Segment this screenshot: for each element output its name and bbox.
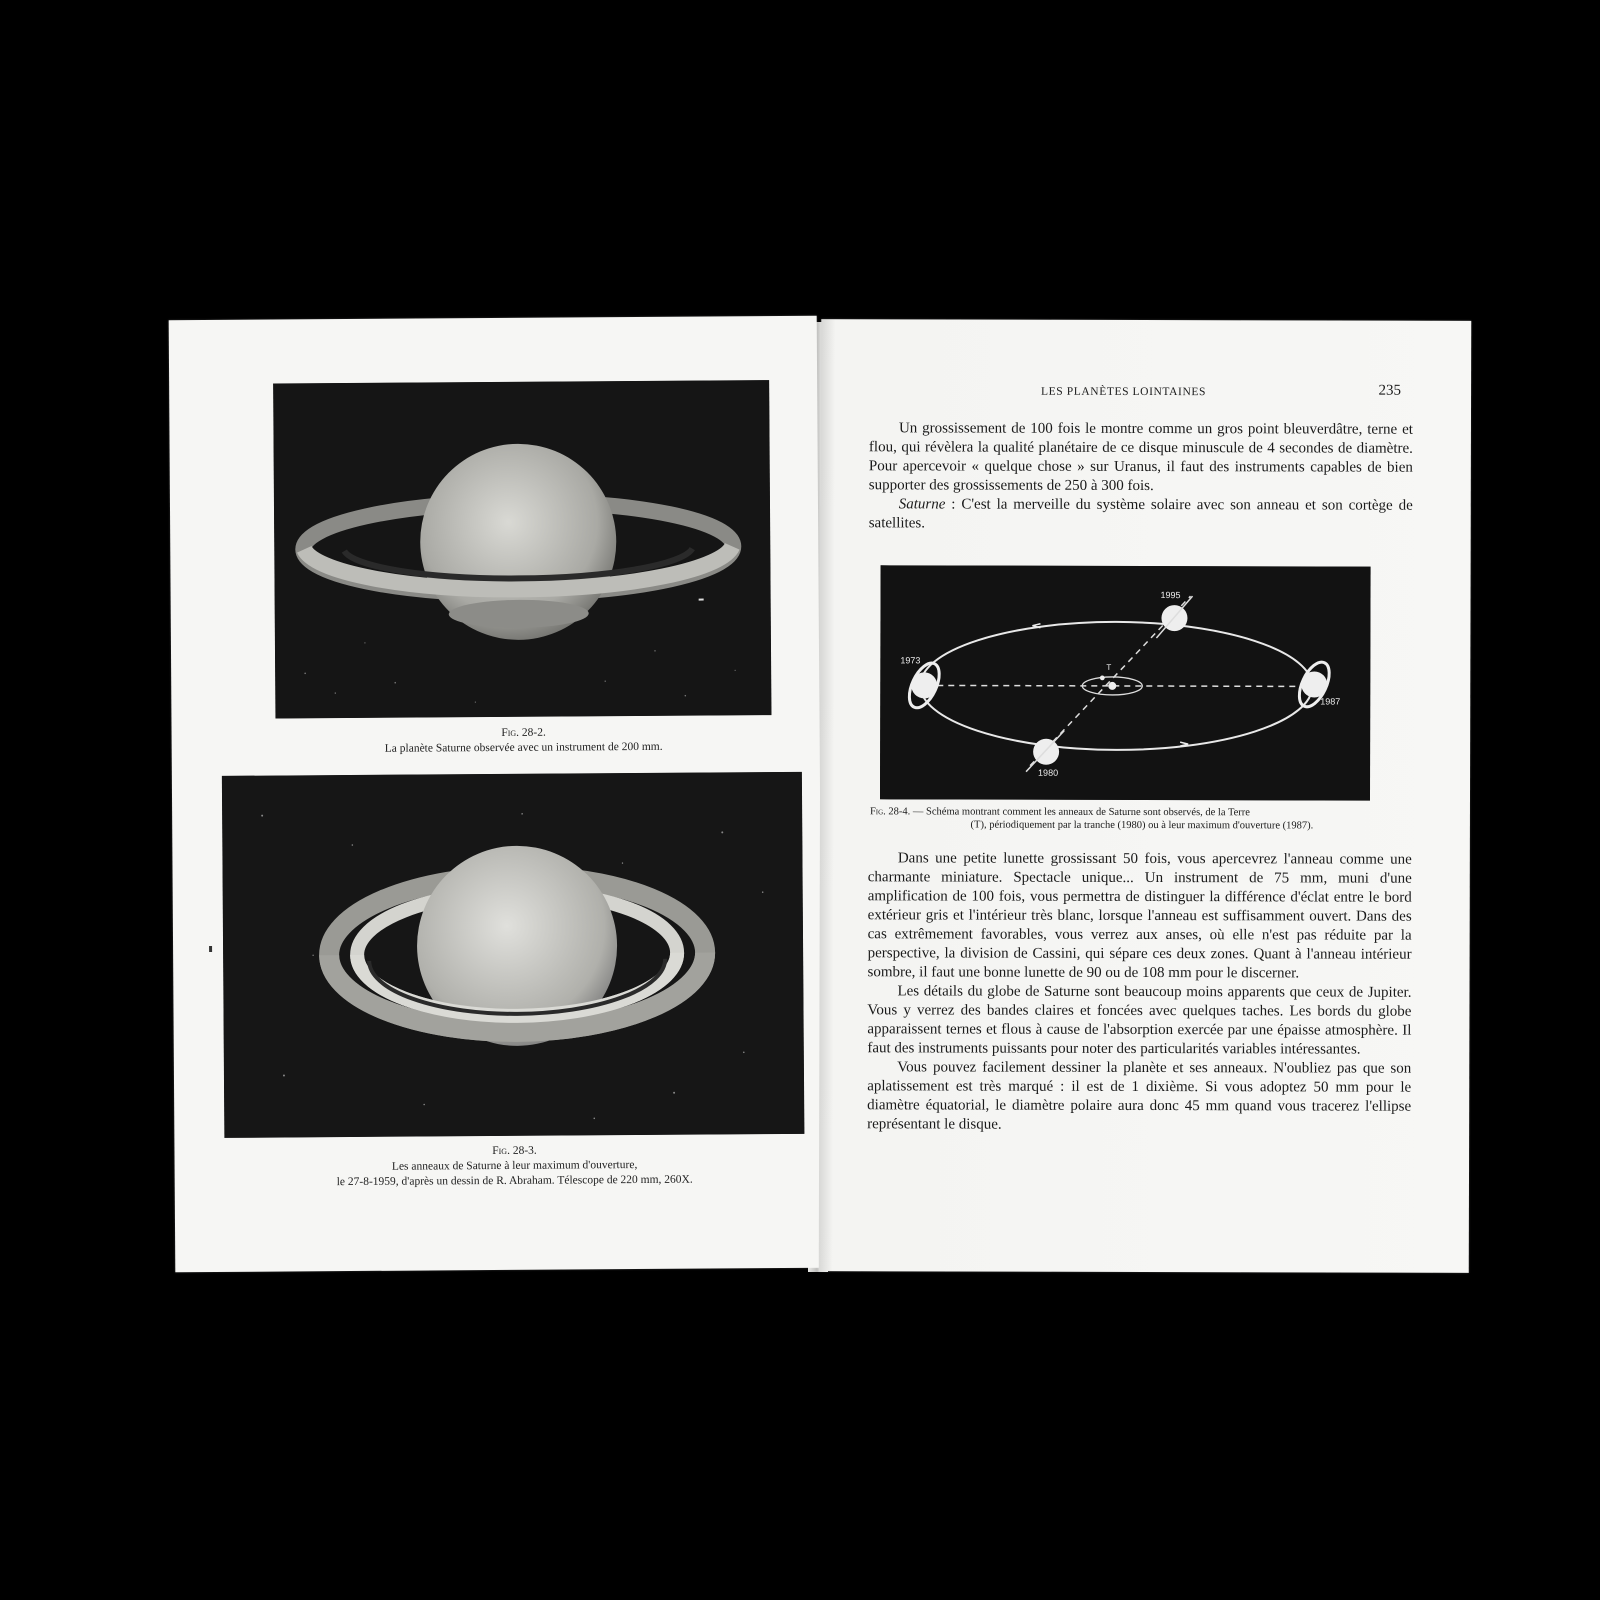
- fig-28-3-caption-line2: le 27-8-1959, d'après un dessin de R. Abraham. Télescope de 220 mm, 260X.: [336, 1173, 693, 1189]
- paragraph-uranus: Un grossissement de 100 fois le montre comme un gros point bleuverdâtre, terne et flou, qui révèlera la qualité planétaire de ce disque minuscule de 4 secondes de diamètre. Pour apercevoir « quelque chose » sur Uranus, il faut des instruments capables de bien supporter des grossissements de 250 à 300 fois.: [868, 420, 1413, 495]
- ring-orbit-diagram-svg: [880, 565, 1371, 800]
- fig-28-3-caption-line1: Les anneaux de Saturne à leur maximum d'ouverture,: [391, 1159, 638, 1173]
- year-1980-label: 1980: [1038, 767, 1059, 778]
- running-head: LES PLANÈTES LOINTAINES: [1041, 385, 1207, 399]
- body-text-top: [869, 419, 1413, 534]
- page-number: 235: [1378, 382, 1402, 399]
- year-1987-label: 1987: [1320, 696, 1341, 707]
- fig-28-2-caption-text: La planète Saturne observée avec un instrument de 200 mm.: [384, 740, 663, 755]
- fig-28-2-label: Fig. 28-2.: [501, 726, 546, 739]
- saturn-drawing-fig-28-3: [222, 772, 805, 1138]
- saturn-photo-fig-28-2: [273, 380, 771, 718]
- fig-28-4-caption-a: Schéma montrant comment les anneaux de Saturne sont observés, de la Terre: [923, 806, 1250, 819]
- fig-28-4-label: Fig. 28-4. —: [869, 806, 924, 818]
- fig-28-2-caption: [276, 724, 772, 757]
- paragraph-dessiner: Vous pouvez facilement dessiner la planète et ses anneaux. N'oubliez pas que son aplatissement est très marqué : il est de 1 dixième. Si vous adoptez 50 mm pour le diamètre équatorial, le diamètre polaire aura donc 45 mm quand vous tracerez l'ellipse représentant le disque.: [867, 1059, 1412, 1133]
- fig-28-4-caption-b: (T), périodiquement par la tranche (1980) ou à leur maximum d'ouverture (1987).: [970, 819, 1314, 832]
- fig-28-3-caption: [214, 1142, 814, 1191]
- saturne-label: Saturne: [898, 496, 946, 513]
- body-text-bottom: [867, 849, 1412, 1135]
- right-page: [819, 319, 1471, 1273]
- saturn-photo-image: [273, 380, 771, 718]
- paragraph-lunette: Dans une petite lunette grossissant 50 fois, vous apercevrez l'anneau comme une charmante miniature. Spectacle unique... Un instrument de 75 mm, muni d'une amplification de 100 fois, vous permettra de distinguer la différence d'éclat entre le bord extérieur gris et l'intérieur très blanc, lorsque l'anneau est suffisamment ouvert. Dans des cas extrêmement favorables, vous verrez aux anses, où elle n'est pas réduite par la perspective, la division de Cassini, qui sépare ces deux zones. Quant à l'anneau intérieur sombre, il faut une bonne lunette de 90 ou de 108 mm pour le discerner.: [867, 850, 1412, 982]
- earth-label: T: [1106, 662, 1112, 672]
- fig-28-3-label: Fig. 28-3.: [492, 1144, 537, 1158]
- fig-28-4-caption: [870, 805, 1414, 832]
- page-mark: [209, 946, 212, 952]
- paragraph-globe: Les détails du globe de Saturne sont beaucoup moins apparents que ceux de Jupiter. Vous y verrez des bandes claires et foncées avec quelques taches. Les bords du globe apparaissent ternes et flous à cause de l'absorption exercée par une épaisse atmosphère. Il faut des instruments puissants pour noter des particularités variables intéressantes.: [867, 983, 1412, 1058]
- year-1973-label: 1973: [900, 655, 921, 666]
- paragraph-saturne-intro: [869, 495, 1413, 534]
- ring-orbit-diagram: [880, 565, 1371, 800]
- saturne-intro-text: : C'est la merveille du système solaire avec son anneau et son cortège de satellites.: [868, 496, 1413, 532]
- saturn-drawing-image: [222, 772, 805, 1138]
- left-page: [169, 316, 824, 1273]
- year-1995-label: 1995: [1160, 590, 1181, 601]
